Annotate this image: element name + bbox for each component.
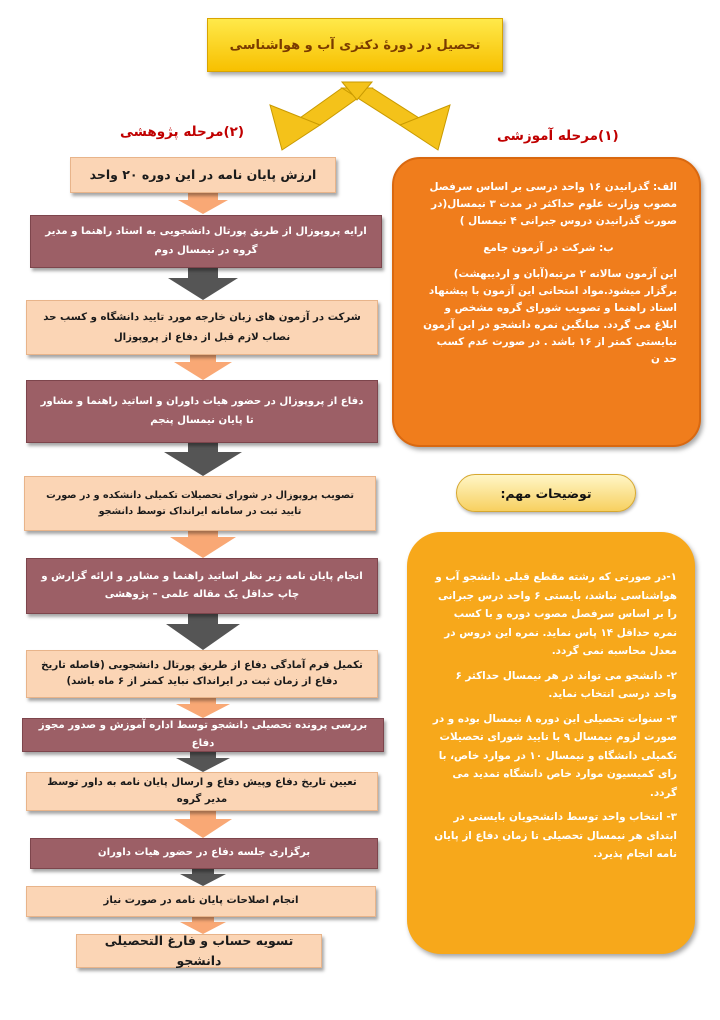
- research-step-8: بررسی پرونده تحصیلی دانشجو توسط اداره آموزش و صدور مجوز دفاع: [22, 718, 384, 752]
- research-step-3: شرکت در آزمون های زبان خارجه مورد تایید دانشگاه و کسب حد نصاب لازم قبل از دفاع از پروپوزال: [26, 300, 378, 355]
- research-stage-label: (۲)مرحله پژوهشی: [120, 124, 245, 140]
- down-arrow-icon: [180, 869, 226, 886]
- notes-label: توضیحات مهم:: [456, 474, 636, 512]
- notes-panel: [407, 532, 695, 954]
- education-part-b-title: ب: شرکت در آزمون جامع: [483, 241, 614, 254]
- note-item: ۱-در صورتی که رشته مقطع قبلی دانشجو آب و هواشناسی نباشد، بایستی ۶ واحد درس جبرانی را بر اساس سرفصل مصوب دوره و با کسب نمره حداقل ۱۴ پاس نماید. نمره این دروس در معدل محاسبه نمی گردد.: [435, 571, 677, 658]
- research-step-5: تصویب پروپوزال در شورای تحصیلات تکمیلی دانشکده و در صورت تایید ثبت در سامانه ایرانداک توسط دانشجو: [24, 476, 376, 531]
- down-arrow-icon: [178, 193, 228, 214]
- research-step-1: ارزش پایان نامه در این دوره ۲۰ واحد: [70, 157, 336, 193]
- research-step-12: تسویه حساب و فارغ التحصیلی دانشجو: [76, 934, 322, 968]
- research-step-9: تعیین تاریخ دفاع وپیش دفاع و ارسال پایان نامه به داور توسط مدیر گروه: [26, 772, 378, 811]
- research-step-11: انجام اصلاحات پایان نامه در صورت نیاز: [26, 886, 376, 917]
- research-step-4: دفاع از پروپوزال در حضور هیات داوران و اساتید راهنما و مشاور تا پایان نیمسال پنجم: [26, 380, 378, 443]
- down-arrow-icon: [168, 268, 238, 300]
- education-part-a: الف: گذرانیدن ۱۶ واحد درسی بر اساس سرفصل مصوب وزارت علوم حداکثر در مدت ۳ نیمسال(در صورت گذرانیدن دروس جبرانی ۴ نیمسال ): [429, 181, 677, 227]
- education-part-b-text: این آزمون سالانه ۲ مرتبه(آبان و اردیبهشت) برگزار میشود.مواد امتحانی این آزمون با پیشنهاد استاد راهنما و تصویب شورای گروه مشخص و ابلاغ می گردد. میانگین نمره دانشجو در این آزمون نبایستی کمتر از ۱۶ باشد . در صورت عدم کسب حد ن: [423, 268, 677, 365]
- research-step-7: تکمیل فرم آمادگی دفاع از طریق پورتال دانشجویی (فاصله تاریخ دفاع از زمان ثبت در ایرانداک نباید کمتر از ۶ ماه باشد): [26, 650, 378, 698]
- note-item: ۳- سنوات تحصیلی این دوره ۸ نیمسال بوده و در صورت لزوم نیمسال ۹ با تایید شورای تحصیلات تکمیلی دانشگاه و نیمسال ۱۰ در موارد خاص، با رای کمیسیون موارد خاص دانشگاه تمدید می گردد.: [432, 712, 677, 799]
- note-item: ۲- دانشجو می تواند در هر نیمسال حداکثر ۶ واحد درسی انتخاب نماید.: [455, 669, 677, 701]
- research-step-2: ارایه پروپوزال از طریق پورتال دانشجویی به استاد راهنما و مدیر گروه در نیمسال دوم: [30, 215, 382, 268]
- research-step-6: انجام پایان نامه زیر نظر اساتید راهنما و مشاور و ارائه گزارش و چاپ حداقل یک مقاله علمی – پژوهشی: [26, 558, 378, 614]
- down-arrow-icon: [174, 811, 232, 838]
- research-step-10: برگزاری جلسه دفاع در حضور هیات داوران: [30, 838, 378, 869]
- down-arrow-icon: [166, 614, 240, 650]
- down-arrow-icon: [170, 531, 236, 558]
- page-title: تحصیل در دورهٔ دکتری آب و هواشناسی: [207, 18, 503, 72]
- education-stage-label: (۱)مرحله آموزشی: [497, 128, 619, 144]
- down-arrow-icon: [176, 698, 230, 718]
- down-arrow-icon: [176, 752, 230, 772]
- note-item: ۳- انتخاب واحد توسط دانشجویان بایستی در ابتدای هر نیمسال تحصیلی تا زمان دفاع از پایان نامه انجام پذیرد.: [434, 811, 677, 861]
- down-arrow-icon: [164, 443, 242, 476]
- down-arrow-icon: [174, 355, 232, 380]
- education-panel: [392, 157, 701, 447]
- split-arrow-icon: [270, 82, 450, 150]
